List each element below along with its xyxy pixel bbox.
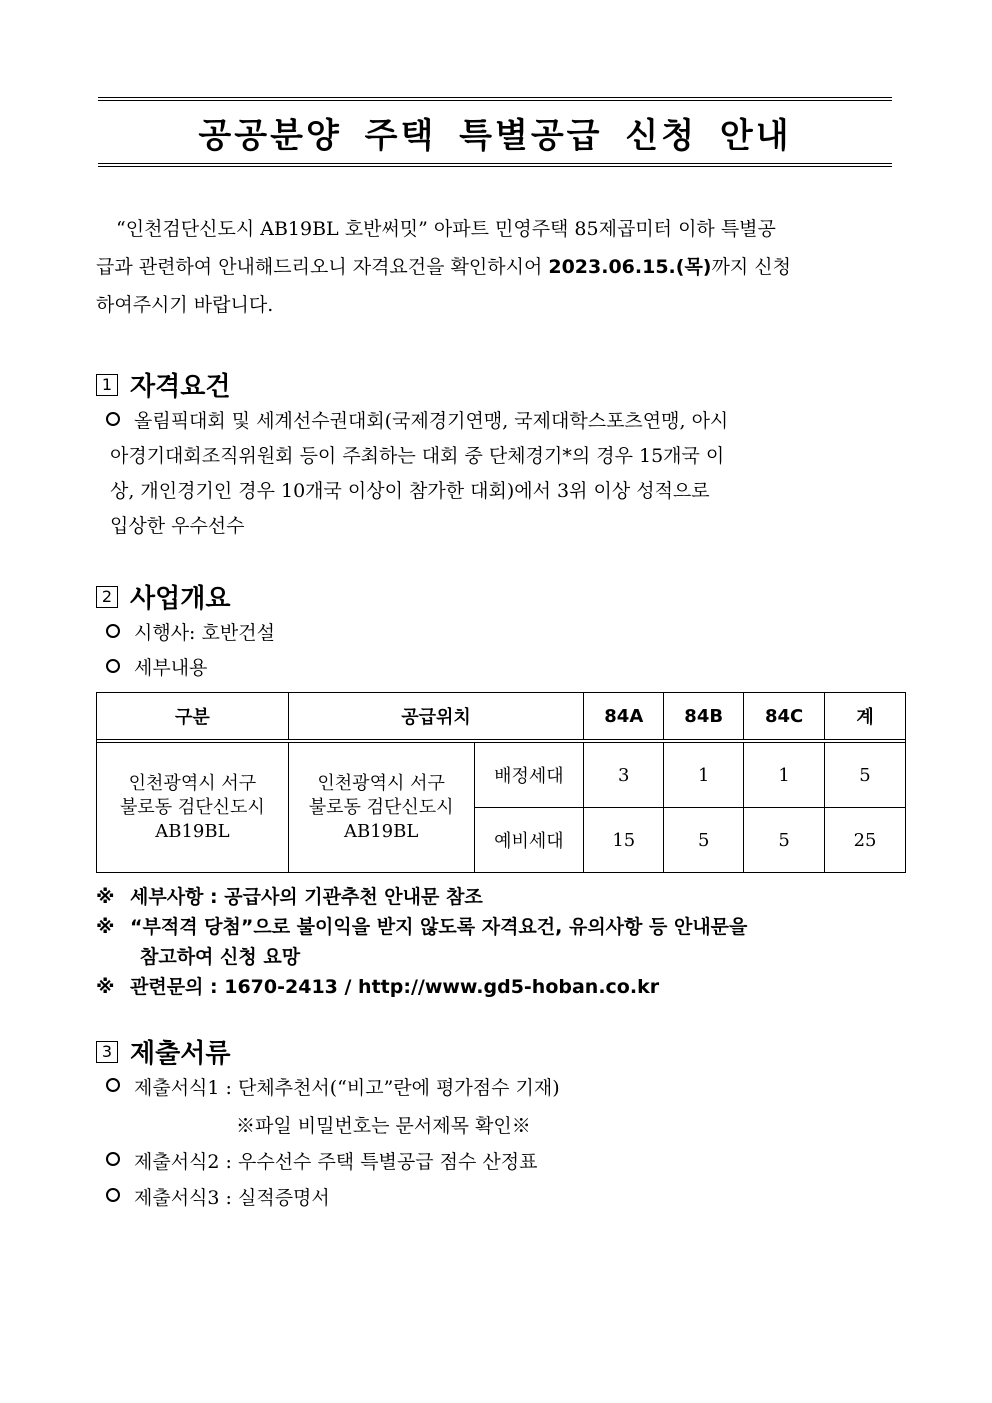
intro-line-2 <box>96 248 896 286</box>
page-title: 공공분양 주택 특별공급 신청 안내 <box>198 115 792 156</box>
section-2-number: 2 <box>96 586 118 608</box>
reserve-84c: 5 <box>744 808 825 873</box>
details-bullet <box>106 651 275 686</box>
section-2-heading <box>96 578 230 615</box>
form-1-bullet <box>106 1070 560 1106</box>
note-contact-text: 관련문의 : 1670-2413 / http://www.gd5-hoban.co.kr <box>130 976 660 998</box>
allocated-84b: 1 <box>664 743 744 808</box>
section-2-title: 사업개요 <box>130 584 231 614</box>
note-warning <box>96 912 902 972</box>
note-details <box>96 882 902 912</box>
circle-bullet-icon <box>106 659 120 673</box>
section-1-content <box>106 404 870 544</box>
developer-bullet <box>106 616 275 651</box>
section-3-heading <box>96 1033 230 1070</box>
form-2-bullet <box>106 1144 560 1180</box>
form-3-bullet <box>106 1180 560 1216</box>
details-text: 세부내용 <box>134 657 208 679</box>
note-warning-line-2: 참고하여 신청 요망 <box>140 946 301 968</box>
circle-bullet-icon <box>106 624 120 638</box>
allocated-84a: 3 <box>584 743 664 808</box>
reserve-84b: 5 <box>664 808 744 873</box>
intro-line-2-a: 급과 관련하여 안내해드리오니 자격요건을 확인하시어 <box>96 256 549 278</box>
circle-bullet-icon <box>106 1188 120 1202</box>
eligibility-line-4: 입상한 우수선수 <box>110 515 245 537</box>
region-cell <box>97 743 289 873</box>
header-category: 구분 <box>97 693 289 740</box>
section-1-heading <box>96 366 230 403</box>
allocated-84c: 1 <box>744 743 825 808</box>
header-location: 공급위치 <box>288 693 584 740</box>
supply-table <box>96 692 906 873</box>
intro-line-2-b: 까지 신청 <box>711 256 791 278</box>
allocated-total: 5 <box>825 743 906 808</box>
header-84c: 84C <box>744 693 825 740</box>
password-note: ※파일 비밀번호는 문서제목 확인※ <box>236 1115 531 1137</box>
region-line-2: 불로동 검단신도시 <box>119 796 265 818</box>
circle-bullet-icon <box>106 1078 120 1092</box>
location-cell <box>288 743 474 873</box>
section-1-title: 자격요건 <box>130 372 231 402</box>
reference-mark: ※ <box>96 916 115 938</box>
header-84a: 84A <box>584 693 664 740</box>
note-warning-text <box>130 912 902 972</box>
note-warning-line-1: “부적격 당첨”으로 불이익을 받지 않도록 자격요건, 유의사항 등 안내문을 <box>130 916 748 938</box>
region-line-1: 인천광역시 서구 <box>128 772 257 794</box>
location-line-1: 인천광역시 서구 <box>317 772 445 794</box>
eligibility-line-2: 아경기대회조직위원회 등이 주최하는 대회 중 단체경기*의 경우 15개국 이 <box>110 445 725 467</box>
reference-mark: ※ <box>96 886 115 908</box>
form-1-text: 제출서식1 : 단체추천서(“비고”란에 평가점수 기재) <box>134 1077 560 1099</box>
location-line-2: 불로동 검단신도시 <box>308 796 454 818</box>
title-box <box>98 97 892 167</box>
row-label-allocated: 배정세대 <box>474 743 584 808</box>
eligibility-bullet <box>106 404 870 439</box>
form-3-text: 제출서식3 : 실적증명서 <box>134 1187 330 1209</box>
notes-block <box>96 882 902 1002</box>
developer-text: 시행사: 호반건설 <box>134 622 275 644</box>
eligibility-line-3: 상, 개인경기인 경우 10개국 이상이 참가한 대회)에서 3위 이상 성적으로 <box>110 480 710 502</box>
note-details-text: 세부사항 : 공급사의 기관추천 안내문 참조 <box>130 886 483 908</box>
deadline-date: 2023.06.15.(목) <box>548 256 712 278</box>
eligibility-line-1: 올림픽대회 및 세계선수권대회(국제경기연맹, 국제대학스포츠연맹, 아시 <box>134 410 729 432</box>
form-2-text: 제출서식2 : 우수선수 주택 특별공급 점수 산정표 <box>134 1151 538 1173</box>
header-total: 계 <box>825 693 906 740</box>
reserve-84a: 15 <box>584 808 664 873</box>
section-3-title: 제출서류 <box>130 1039 231 1069</box>
section-1-number: 1 <box>96 374 118 396</box>
section-3-number: 3 <box>96 1041 118 1063</box>
table-header-row <box>97 693 906 740</box>
location-line-3: AB19BL <box>343 820 419 842</box>
note-contact <box>96 972 902 1002</box>
circle-bullet-icon <box>106 1152 120 1166</box>
circle-bullet-icon <box>106 412 120 426</box>
table-row <box>97 743 906 808</box>
region-line-3: AB19BL <box>155 820 230 842</box>
section-2-content <box>106 616 275 686</box>
reference-mark: ※ <box>96 976 115 998</box>
header-84b: 84B <box>664 693 744 740</box>
reserve-total: 25 <box>825 808 906 873</box>
intro-paragraph <box>96 210 896 324</box>
row-label-reserve: 예비세대 <box>474 808 584 873</box>
intro-line-3: 하여주시기 바랍니다. <box>96 294 274 316</box>
section-3-content <box>106 1070 560 1216</box>
intro-line-1: “인천검단신도시 AB19BL 호반써밋” 아파트 민영주택 85제곱미터 이하 특별공 <box>116 218 776 240</box>
